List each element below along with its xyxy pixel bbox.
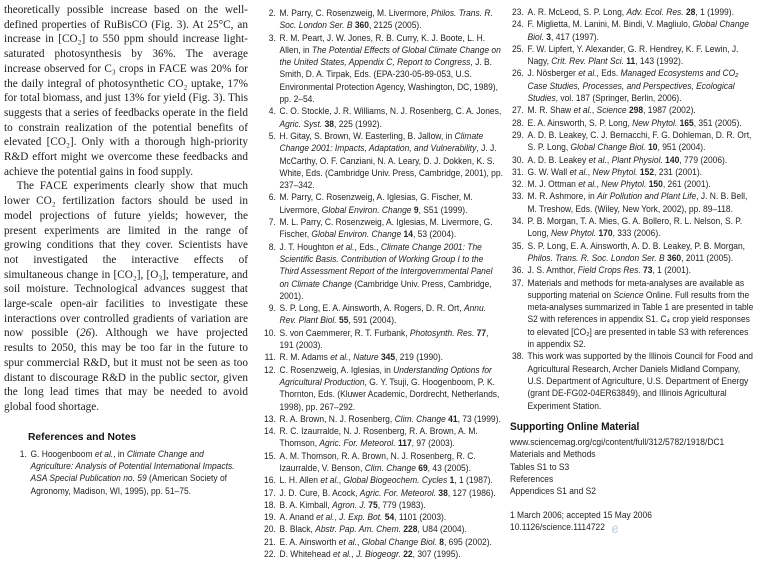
column-middle xyxy=(252,2,503,565)
reference-number: 25. xyxy=(512,43,524,54)
reference-text: A. D. B. Leakey et al., Plant Physiol. 140, 779 (2006). xyxy=(527,154,728,165)
reference-number: 35. xyxy=(512,240,524,251)
doi-text: 10.1126/science.1114722 xyxy=(510,521,605,532)
reference-number: 3. xyxy=(268,32,276,43)
reference-number: 37. xyxy=(512,277,524,288)
reference-text: A. D. B. Leakey, C. J. Bernacchi, F. G. Dohleman, D. R. Ort, S. P. Long, Global Change Biol. 10, 951 (2004). xyxy=(527,129,752,153)
reference-item xyxy=(510,264,757,276)
reference-text: D. Whitehead et al., J. Biogeogr. 22, 307 (1995). xyxy=(279,549,461,560)
reference-text: M. R. Shaw et al., Science 298, 1987 (2002). xyxy=(527,105,696,116)
som-line: Materials and Methods xyxy=(510,449,596,460)
reference-number: 4. xyxy=(268,106,276,117)
reference-text: F. Miglietta, M. Lanini, M. Bindi, V. Magliulo, Global Change Biol. 3, 417 (1997). xyxy=(527,19,749,42)
reference-item xyxy=(262,523,503,535)
reference-number: 16. xyxy=(264,475,276,486)
reference-text: E. A. Ainsworth et al., Global Change Biol. 8, 695 (2002). xyxy=(279,536,492,547)
reference-item xyxy=(510,190,757,215)
reference-text: H. Gitay, S. Brown, W. Easterling, B. Jallow, in Climate Change 2001: Impacts, Adaptation, and Vulnerability, J. J. McCarthy, O. F. Canziani, N. A. Leary, D. J. Dokken, K. S. White, Eds. (Cambridge Univ. Press, Cambridge, 2001), pp. 237–342. xyxy=(279,130,503,191)
reference-number: 31. xyxy=(512,166,524,177)
reference-item xyxy=(262,241,503,302)
som-line: www.sciencemag.org/cgi/content/full/312/5782/1918/DC1 xyxy=(510,437,725,448)
reference-item xyxy=(510,215,757,240)
reference-text: Materials and methods for meta-analyses are available as supporting material on Science Online. Full results from the meta-analyses summarized in Table 1 are presented in table S2 with references in appendix S1. C₄ crop yield responses to elevated [CO₂] are presented in table S3 with references in appendix S2. xyxy=(527,277,754,350)
reference-item xyxy=(510,277,757,351)
reference-list-left xyxy=(13,448,249,497)
reference-text: J. T. Houghton et al., Eds., Climate Change 2001: The Scientific Basis. Contribution of Working Group I to the Third Assessment Report of the Intergovernmental Panel on Climate Change (Cambridge Univ. Press, Cambridge, 2001). xyxy=(279,241,493,301)
reference-text: P. B. Morgan, T. A. Mies, G. A. Bollero, R. L. Nelson, S. P. Long, New Phytol. 170, 333 (2006). xyxy=(527,216,743,239)
reference-number: 6. xyxy=(268,192,276,203)
reference-item xyxy=(510,104,757,116)
reference-number: 8. xyxy=(268,241,276,252)
reference-item xyxy=(262,351,503,363)
reference-number: 23. xyxy=(512,7,524,17)
reference-number: 36. xyxy=(512,265,524,276)
reference-text: R. M. Peart, J. W. Jones, R. B. Curry, K. J. Boote, L. H. Allen, in The Potential Effects of Global Climate Change on the United States, Appendix C, Report to Congress, J. B. Smith, D. A. Tirpak, Eds. (EPA-230-05-89-053, U.S. Environmental Protection Agency, Washington, DC, 1989), pp. 2–54. xyxy=(279,32,501,105)
reference-text: S. P. Long, E. A. Ainsworth, A. Rogers, D. R. Ort, Annu. Rev. Plant Biol. 55, 591 (2004). xyxy=(279,303,487,326)
references-heading: References and Notes xyxy=(28,431,137,443)
som-line: References xyxy=(510,473,554,484)
reference-item xyxy=(262,7,503,32)
reference-number: 28. xyxy=(512,117,524,128)
reference-item xyxy=(262,511,503,523)
reference-text: S. P. Long, E. A. Ainsworth, A. D. B. Leakey, P. B. Morgan, Philos. Trans. R. Soc. London Ser. B 360, 2011 (2005). xyxy=(527,240,746,263)
reference-number: 34. xyxy=(512,216,524,227)
reference-number: 10. xyxy=(264,327,276,338)
column-right xyxy=(498,2,754,565)
reference-item xyxy=(510,18,757,43)
reference-item xyxy=(510,178,757,190)
reference-number: 21. xyxy=(264,536,276,547)
reference-item xyxy=(262,450,503,475)
reference-item xyxy=(510,43,757,68)
reference-list-right xyxy=(510,6,757,412)
reference-number: 24. xyxy=(512,19,524,30)
reference-item xyxy=(510,6,757,18)
reference-item xyxy=(262,499,503,511)
som-line: Tables S1 to S3 xyxy=(510,461,570,472)
reference-item xyxy=(262,413,503,425)
reference-number: 33. xyxy=(512,191,524,202)
reference-number: 7. xyxy=(268,217,276,228)
reference-text: R. A. Brown, N. J. Rosenberg, Clim. Change 41, 73 (1999). xyxy=(279,413,501,424)
reference-number: 12. xyxy=(264,364,276,375)
reference-text: M. L. Parry, C. Rosenzweig, A. Iglesias, M. Livermore, G. Fischer, Global Environ. Change 14, 53 (2004). xyxy=(279,217,493,240)
reference-text: This work was supported by the Illinois Council for Food and Agricultural Research, Archer Daniels Midland Company, U.S. Department of Agriculture, U.S. Department of Energy (grant DE-FG02-04ER63849), and Illinois Agricultural Experiment Station. xyxy=(527,351,753,411)
reference-item xyxy=(262,32,503,106)
reference-text: M. Parry, C. Rosenzweig, M. Livermore, Philos. Trans. R. Soc. London Ser. B 360, 2125 (2005). xyxy=(279,8,493,31)
reference-number: 11. xyxy=(264,352,276,363)
reference-text: J. D. Cure, B. Acock, Agric. For. Meteorol. 38, 127 (1986). xyxy=(279,487,496,498)
reference-item xyxy=(262,302,503,327)
reference-text: M. J. Ottman et al., New Phytol. 150, 261 (2001). xyxy=(527,179,711,190)
reference-number: 38. xyxy=(512,351,524,362)
reference-item xyxy=(262,548,503,560)
reference-item xyxy=(262,487,503,499)
reference-list-middle xyxy=(262,7,503,560)
reference-item xyxy=(510,67,757,104)
reference-text: A. R. McLeod, S. P. Long, Adv. Ecol. Res. 28, 1 (1999). xyxy=(527,7,734,17)
column-left xyxy=(4,2,252,565)
reference-text: G. W. Wall et al., New Phytol. 152, 231 (2001). xyxy=(527,166,702,177)
som-line: Appendices S1 and S2 xyxy=(510,486,597,497)
reference-item xyxy=(510,240,757,265)
body-paragraph-2: The FACE experiments clearly show that much lower CO₂ fertilization factors should be used in model projections of future yields; however, the present experiments are limited in the range of growing conditions that they cover. Scientists have not investigated the interactive effects of simultaneous change in [CO₂], [O₃], temperature, and soil moisture. Technological advances suggest that large-scale open-air facilities to investigate these interactions over controlled gradients of variation are now possible (26). Although we have projected results to 2050, this may be too far in the future to spur commercial R&D, but it must not be seen as too distant to discourage R&D in the public sector, given the long lead times that may be needed to avoid global food shortage. xyxy=(4,179,248,413)
reference-number: 30. xyxy=(512,154,524,165)
reference-item xyxy=(510,154,757,166)
reference-number: 18. xyxy=(264,499,276,510)
reference-item xyxy=(510,350,757,411)
received-accepted-dates: 1 March 2006; accepted 15 May 2006 xyxy=(510,509,652,520)
reference-text: A. M. Thomson, R. A. Brown, N. J. Rosenberg, R. C. Izaurralde, V. Benson, Clim. Change 69, 43 (2005). xyxy=(279,450,476,473)
reference-text: B. Black, Abstr. Pap. Am. Chem. 228, U84 (2004). xyxy=(279,524,467,535)
supporting-online-material xyxy=(510,420,757,537)
reference-text: C. O. Stockle, J. R. Williams, N. J. Rosenberg, C. A. Jones, Agric. Syst. 38, 225 (1992). xyxy=(279,106,502,129)
reference-item xyxy=(510,129,757,154)
body-text xyxy=(4,3,248,415)
reference-text: S. von Caemmerer, R. T. Furbank, Photosynth. Res. 77, 191 (2003). xyxy=(279,327,489,351)
reference-number: 9. xyxy=(268,303,276,314)
reference-item xyxy=(262,191,503,216)
reference-number: 19. xyxy=(264,512,276,523)
reference-text: G. Hoogenboom et al., in Climate Change and Agriculture: Analysis of Potential International Impacts. ASA Special Publication no. 59 (American Society of Agronomy, Madison, WI, 1995), pp. 51–75. xyxy=(30,448,235,496)
reference-text: R. M. Adams et al., Nature 345, 219 (1990). xyxy=(279,352,444,363)
reference-text: J. Nösberger et al., Eds. Managed Ecosystems and CO₂ Case Studies, Processes, and Perspectives, Ecological Studies, vol. 187 (Springer, Berlin, 2006). xyxy=(527,68,739,104)
reference-item xyxy=(262,474,503,486)
reference-text: J. S. Amthor, Field Crops Res. 73, 1 (2001). xyxy=(527,265,692,276)
reference-number: 15. xyxy=(264,450,276,461)
reference-number: 2. xyxy=(268,8,276,18)
reference-item xyxy=(510,117,757,129)
reference-item xyxy=(262,130,503,191)
reference-item xyxy=(13,448,249,497)
reference-item xyxy=(510,166,757,178)
reference-number: 14. xyxy=(264,426,276,437)
reference-item xyxy=(262,216,503,241)
reference-number: 1. xyxy=(19,448,27,459)
reference-item xyxy=(262,105,503,130)
reference-text: C. Rosenzweig, A. Iglesias, in Understanding Options for Agricultural Production, G. Y. Tsuji, G. Hoogenboom, P. K. Thornton, Eds. (Kluwer Academic, Dordrecht, Netherlands, 1998), pp. 267–292. xyxy=(279,364,500,412)
reference-text: F. W. Lipfert, Y. Alexander, G. R. Hendrey, K. F. Lewin, J. Nagy, Crit. Rev. Plant Sci. 11, 143 (1992). xyxy=(527,43,739,67)
reference-number: 17. xyxy=(264,487,276,498)
reference-number: 27. xyxy=(512,105,524,116)
reference-number: 22. xyxy=(264,549,276,560)
reference-number: 26. xyxy=(512,68,524,79)
som-lines xyxy=(510,436,757,497)
reference-item xyxy=(262,364,503,413)
reference-item xyxy=(262,425,503,450)
reference-number: 13. xyxy=(264,413,276,424)
reference-text: A. Anand et al., J. Exp. Bot. 54, 1101 (2003). xyxy=(279,512,447,523)
som-heading: Supporting Online Material xyxy=(510,420,640,433)
reference-text: E. A. Ainsworth, S. P. Long, New Phytol. 165, 351 (2005). xyxy=(527,117,742,128)
reference-number: 20. xyxy=(264,524,276,535)
body-paragraph-1: theoretically possible increase based on the well-defined properties of RuBisCO (Fig. 3). At 25°C, an increase in [CO₂] to 550 ppm should increase light-saturated photosynthesis by 36%. The average increase observed for C₃ crops in FACE was 20% for the daily integral of photosynthetic CO₂ uptake, 17% for total biomass, and just 13% for yield (Fig. 3). This suggests that a series of feedbacks operate in the field to constrain realization of the potential benefits of elevated [CO₂]. Only with a thorough high-priority R&D effort might we overcome these feedbacks and achieve the potential gains in food supply. xyxy=(4,3,248,178)
reference-text: M. Parry, C. Rosenzweig, A. Iglesias, G. Fischer, M. Livermore, Global Environ. Change 9, S51 (1999). xyxy=(279,192,473,215)
reference-text: L. H. Allen et al., Global Biogeochem. Cycles 1, 1 (1987). xyxy=(279,475,493,486)
reference-text: R. C. Izaurralde, N. J. Rosenberg, R. A. Brown, A. M. Thomson, Agric. For. Meteorol. 117, 97 (2003). xyxy=(279,426,478,449)
reference-item xyxy=(262,327,503,352)
reference-number: 29. xyxy=(512,129,524,140)
reference-item xyxy=(262,536,503,548)
reference-text: B. A. Kimball, Agron. J. 75, 779 (1983). xyxy=(279,499,426,510)
reference-number: 32. xyxy=(512,179,524,190)
watermark-logo-icon: e xyxy=(609,519,620,537)
reference-text: M. R. Ashmore, in Air Pollution and Plant Life, J. N. B. Bell, M. Treshow, Eds. (Wiley, New York, 2002), pp. 89–118. xyxy=(527,191,748,214)
reference-number: 5. xyxy=(268,130,276,141)
